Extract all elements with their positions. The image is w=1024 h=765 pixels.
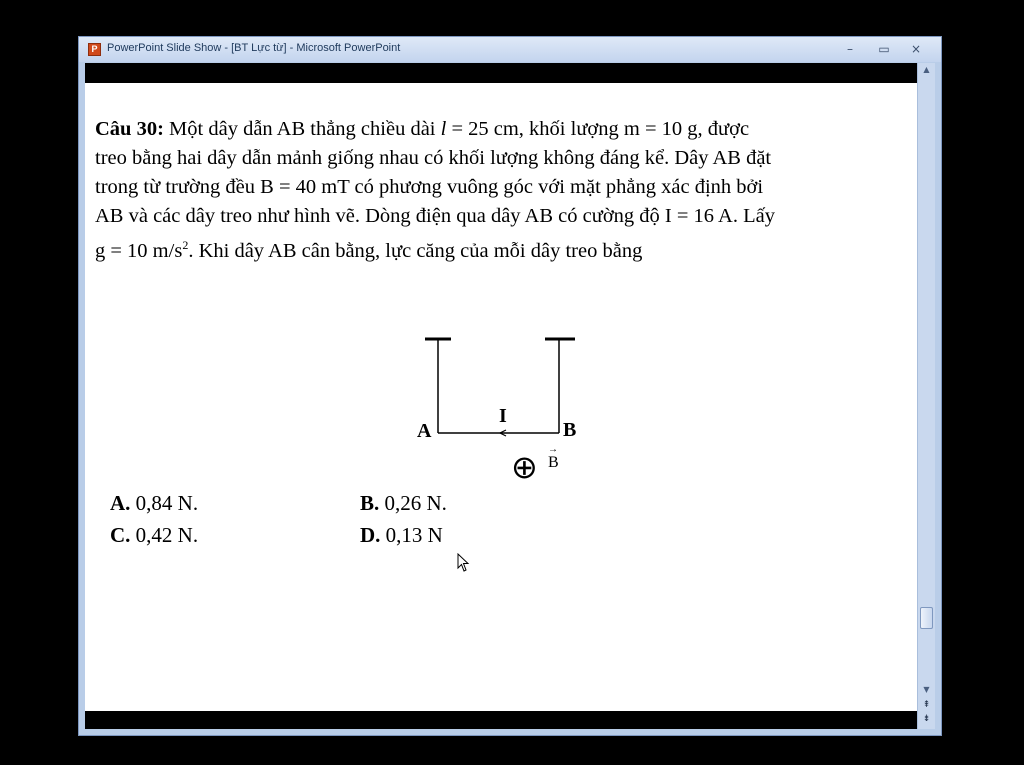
powerpoint-app-icon[interactable]: P <box>88 43 101 56</box>
previous-slide-icon[interactable]: ⇞ <box>922 700 931 710</box>
powerpoint-window <box>78 36 942 736</box>
maximize-button[interactable]: ▭ <box>878 42 890 56</box>
wire-diagram <box>405 329 605 499</box>
question-line-1: Câu 30: Một dây dẫn AB thẳng chiều dài l = 25 cm, khối lượng m = 10 g, được <box>95 118 750 140</box>
question-line-2: treo bằng hai dây dẫn mảnh giống nhau có khối lượng không đáng kể. Dây AB đặt <box>95 147 772 169</box>
question-text <box>95 115 909 266</box>
scroll-down-icon[interactable]: ▼ <box>923 685 930 694</box>
close-button[interactable]: × <box>910 42 922 56</box>
answer-d[interactable]: D. 0,13 N <box>360 523 443 547</box>
field-vector-arrow-icon: → <box>548 444 558 455</box>
field-into-page-icon: ⊕ <box>511 449 538 485</box>
question-line-4: AB và các dây treo như hình vẽ. Dòng điện qua dây AB có cường độ I = 16 A. Lấy <box>95 205 775 227</box>
slide-bottom-band <box>85 711 917 729</box>
label-a: A <box>417 420 432 442</box>
scroll-up-icon[interactable]: ▲ <box>923 65 930 74</box>
answer-c[interactable]: C. 0,42 N. <box>110 523 199 547</box>
label-b: B <box>563 419 577 441</box>
minimize-button[interactable]: – <box>847 42 853 56</box>
label-i: I <box>499 405 507 427</box>
window-title: PowerPoint Slide Show - [BT Lực từ] - Microsoft PowerPoint <box>107 42 401 54</box>
answer-a[interactable]: A. 0,84 N. <box>110 491 199 515</box>
length-symbol: l <box>440 118 447 140</box>
slide[interactable] <box>85 83 917 711</box>
vertical-scrollbar[interactable] <box>917 63 935 729</box>
answer-b[interactable]: B. 0,26 N. <box>360 491 447 515</box>
next-slide-icon[interactable]: ⇟ <box>922 714 931 724</box>
slide-top-band <box>85 63 917 83</box>
question-line-3: trong từ trường đều B = 40 mT có phương vuông góc với mặt phẳng xác định bởi <box>95 176 764 198</box>
title-bar[interactable] <box>79 37 941 62</box>
question-line-5: g = 10 $m/s^2$. Khi dây AB cân bằng, lực căng của mỗi dây treo bằng <box>95 238 643 262</box>
scroll-thumb[interactable] <box>920 607 933 629</box>
question-label: Câu 30: <box>95 118 164 140</box>
mouse-cursor-icon <box>457 553 471 573</box>
field-label: B <box>548 454 559 471</box>
